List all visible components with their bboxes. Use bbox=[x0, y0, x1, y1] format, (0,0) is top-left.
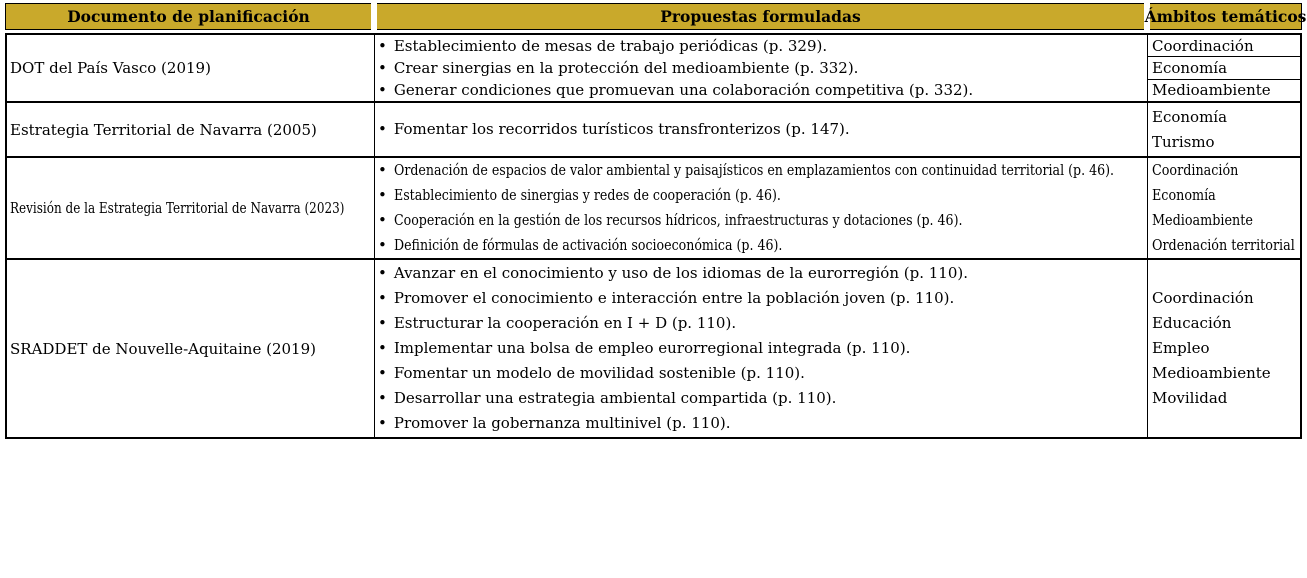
proposal-item: • Ordenación de espacios de valor ambiental y paisajísticos en emplazamientos con continuidad territorial (p. 46). bbox=[378, 158, 1147, 183]
table-header-row bbox=[5, 3, 1307, 30]
bullet-icon: • bbox=[378, 81, 387, 99]
proposal-item: • Promover el conocimiento e interacción entre la población joven (p. 110). bbox=[378, 286, 1147, 311]
ambitos-cell bbox=[1148, 158, 1300, 258]
bullet-icon: • bbox=[378, 211, 387, 229]
planning-documents-table bbox=[5, 3, 1307, 439]
proposal-item: • Fomentar los recorridos turísticos transfronterizos (p. 147). bbox=[378, 117, 1147, 142]
ambito-item: Educación bbox=[1152, 314, 1232, 332]
bullet-icon: • bbox=[378, 120, 387, 138]
column-header-ambitos: Ámbitos temáticos bbox=[1150, 3, 1302, 30]
bullet-icon: • bbox=[378, 236, 387, 254]
table-row bbox=[7, 260, 1300, 437]
proposal-item: • Desarrollar una estrategia ambiental compartida (p. 110). bbox=[378, 386, 1147, 411]
bullet-icon: • bbox=[378, 414, 387, 432]
document-title: Revisión de la Estrategia Territorial de Navarra (2023) bbox=[10, 199, 345, 217]
document-title: DOT del País Vasco (2019) bbox=[10, 59, 211, 77]
proposal-item: • Implementar una bolsa de empleo eurorregional integrada (p. 110). bbox=[378, 336, 1147, 361]
proposal-item: • Estructurar la cooperación en I + D (p. 110). bbox=[378, 311, 1147, 336]
document-cell bbox=[7, 103, 375, 156]
proposals-cell bbox=[375, 260, 1148, 437]
proposals-cell bbox=[375, 35, 1148, 101]
column-header-propuestas: Propuestas formuladas bbox=[377, 3, 1144, 30]
proposals-cell bbox=[375, 158, 1148, 258]
document-title: SRADDET de Nouvelle-Aquitaine (2019) bbox=[10, 339, 316, 358]
document-cell bbox=[7, 35, 375, 101]
ambito-item: Coordinación bbox=[1152, 161, 1239, 179]
ambito-item: Ordenación territorial bbox=[1152, 236, 1295, 254]
table-row bbox=[7, 158, 1300, 260]
table-body bbox=[5, 33, 1302, 439]
ambitos-cell bbox=[1148, 35, 1300, 101]
column-header-documento: Documento de planificación bbox=[5, 3, 371, 30]
ambito-item: Medioambiente bbox=[1152, 81, 1271, 100]
ambito-item: Empleo bbox=[1152, 339, 1210, 357]
proposals-cell bbox=[375, 103, 1148, 156]
bullet-icon: • bbox=[378, 59, 387, 77]
table-row bbox=[7, 103, 1300, 158]
proposal-item: • Crear sinergias en la protección del medioambiente (p. 332). bbox=[378, 59, 859, 77]
proposal-item: • Cooperación en la gestión de los recursos hídricos, infraestructuras y dotaciones (p. 46). bbox=[378, 208, 1147, 233]
ambitos-cell bbox=[1148, 260, 1300, 437]
bullet-icon: • bbox=[378, 264, 387, 282]
ambitos-cell bbox=[1148, 103, 1300, 156]
bullet-icon: • bbox=[378, 364, 387, 382]
ambito-item: Economía bbox=[1152, 107, 1228, 126]
ambito-item: Coordinación bbox=[1152, 289, 1254, 307]
ambito-item: Economía bbox=[1152, 186, 1216, 204]
bullet-icon: • bbox=[378, 314, 387, 332]
document-title: Estrategia Territorial de Navarra (2005) bbox=[10, 120, 317, 139]
ambito-item: Coordinación bbox=[1148, 35, 1300, 57]
proposal-item: • Generar condiciones que promuevan una colaboración competitiva (p. 332). bbox=[378, 81, 974, 99]
document-cell bbox=[7, 158, 375, 258]
document-cell bbox=[7, 260, 375, 437]
bullet-icon: • bbox=[378, 37, 387, 55]
bullet-icon: • bbox=[378, 289, 387, 307]
ambito-item: Economía bbox=[1148, 57, 1300, 79]
bullet-icon: • bbox=[378, 389, 387, 407]
ambito-item: Movilidad bbox=[1152, 389, 1228, 407]
proposal-item: • Establecimiento de mesas de trabajo periódicas (p. 329). bbox=[378, 37, 828, 55]
bullet-icon: • bbox=[378, 186, 387, 204]
bullet-icon: • bbox=[378, 339, 387, 357]
proposal-item: • Avanzar en el conocimiento y uso de los idiomas de la eurorregión (p. 110). bbox=[378, 261, 1147, 286]
proposal-item: • Definición de fórmulas de activación socioeconómica (p. 46). bbox=[378, 233, 1147, 258]
proposal-item: • Promover la gobernanza multinivel (p. 110). bbox=[378, 411, 1147, 436]
proposal-item: • Fomentar un modelo de movilidad sostenible (p. 110). bbox=[378, 361, 1147, 386]
ambito-item: Turismo bbox=[1152, 132, 1215, 151]
proposal-item: • Establecimiento de sinergias y redes de cooperación (p. 46). bbox=[378, 183, 1147, 208]
table-row bbox=[7, 35, 1300, 103]
ambito-item: Medioambiente bbox=[1152, 211, 1253, 229]
bullet-icon: • bbox=[378, 161, 387, 179]
ambito-item: Medioambiente bbox=[1152, 364, 1271, 382]
